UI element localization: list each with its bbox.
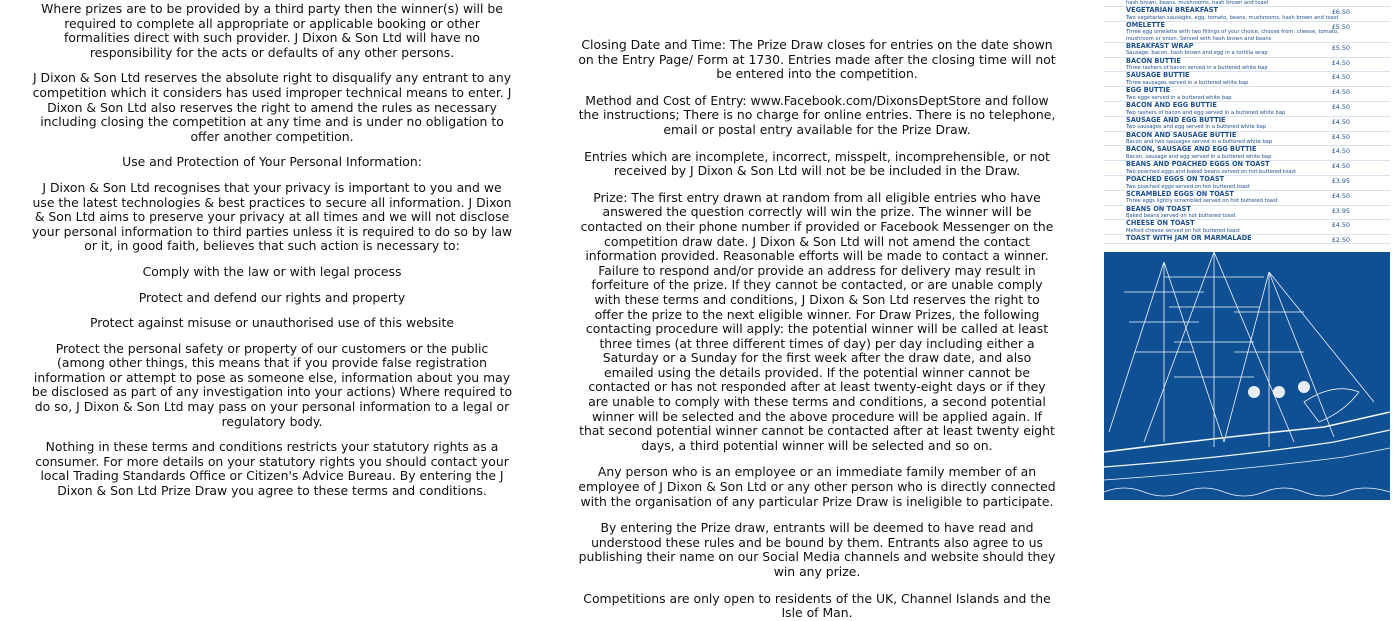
menu-item [1104,235,1390,244]
menu-item-name: CHEESE ON TOAST [1126,219,1195,228]
menu-item-price: £4.50 [1331,191,1350,200]
menu-item-name: BACON AND SAUSAGE BUTTIE [1126,130,1237,139]
menu-item-description: Bacon and two sausages served in a buttered white bap [1126,139,1273,146]
terms-list-item: Comply with the law or with legal process [142,263,402,279]
menu-item-name: BREAKFAST WRAP [1126,41,1194,50]
terms-paragraph: Nothing in these terms and conditions restricts your statutory rights as a consumer. For more details on your statutory rights you should contact your local Trading Standards Office or Citizen's Advice Bureau. By entering the J Dixon & Son Ltd Prize Draw you agree to these terms and conditions. [35,439,509,499]
menu-item [1104,146,1390,161]
terms-list-item: Protect and defend our rights and property [138,289,406,305]
menu-item-price: £4.50 [1331,58,1350,67]
menu-item-price: £3.95 [1331,176,1350,185]
terms-column-left [30,2,514,502]
terms-paragraph: By entering the Prize draw, entrants will be deemed to have read and understood these rules and be bound by them. Entrants also agree to us publishing their name on our Social Media channels and website should they win any prize. [578,520,1056,579]
menu-item-name: SAUSAGE BUTTIE [1126,71,1190,80]
menu-item-price: £4.50 [1331,162,1350,171]
menu-item [1104,220,1390,235]
menu-item-description: hash brown, beans, mushrooms, hash brown and toast [1104,0,1390,7]
menu-item [1104,191,1390,206]
menu-item-description: Bacon, sausage and egg served in a buttered white bap [1126,153,1272,160]
menu-item [1104,161,1390,176]
menu-item-price: £4.50 [1331,147,1350,156]
menu-item-price: £4.50 [1331,73,1350,82]
terms-paragraph: J Dixon & Son Ltd recognises that your privacy is important to you and we use the latest technologies & best practices to secure all information. J Dixon & Son Ltd aims to preserve your privacy at all times and we will not disclose your personal information to third parties unless it is required to do so by law or it, in good faith, believes that such action is necessary to: [31,179,513,254]
terms-paragraph: Closing Date and Time: The Prize Draw closes for entries on the date shown on the Entry Page/ Form at 1730. Entries made after the closing time will not be entered into the competition. [578,37,1056,82]
ship-illustration [1104,252,1390,500]
menu-item-price: £6.50 [1331,8,1350,16]
terms-paragraph: Method and Cost of Entry: www.Facebook.com/DixonsDeptStore and follow the instructions; There is no charge for online entries. There is no telephone, email or postal entry available for the Prize Draw. [578,92,1056,137]
menu-item-name: VEGETARIAN BREAKFAST [1126,6,1218,14]
menu-item [1104,43,1390,58]
menu-item-price: £3.95 [1331,206,1350,215]
menu-item [1104,58,1390,73]
menu-item-description: Three rashers of bacon served in a buttered white bap [1126,65,1268,72]
menu-item-name: BACON, SAUSAGE AND EGG BUTTIE [1126,145,1257,154]
menu-item-description: Melted cheese served on hot buttered toast [1126,227,1240,234]
menu-item [1104,7,1390,22]
menu-item-price: £4.50 [1331,132,1350,141]
menu-item-description: Two rashers of bacon and egg served in a buttered white bap [1126,109,1286,116]
menu-item-name: SCRAMBLED EGGS ON TOAST [1126,189,1234,198]
menu-item [1104,87,1390,102]
terms-column-right [578,37,1056,621]
menu-item-description: Sausage, bacon, hash brown and egg in a tortilla wrap [1126,50,1268,57]
menu-item-price: £4.50 [1331,221,1350,230]
menu-item [1104,102,1390,117]
menu-item-description: Two poached eggs and baked beans served on hot buttered toast [1126,168,1297,175]
breakfast-menu [1104,0,1390,252]
menu-item-price: £5.50 [1331,22,1350,31]
menu-item-name: BEANS ON TOAST [1126,204,1191,213]
menu-item-price: £4.50 [1331,117,1350,126]
menu-item [1104,22,1390,43]
menu-item-name: TOAST WITH JAM OR MARMALADE [1126,234,1252,243]
terms-paragraph: Any person who is an employee or an immediate family member of an employee of J Dixon & Son Ltd or any other person who is directly connected with the organisation of any particular Prize Draw is ineligible to participate. [578,464,1056,509]
menu-item-description: Three egg omelette with two fillings of your choice, choose from: cheese, tomato, mushroom or onion. Served with hash brown and beans [1126,29,1339,42]
menu-item-price: £2.50 [1331,236,1350,245]
menu-item [1104,117,1390,132]
terms-heading: Use and Protection of Your Personal Information: [122,154,422,170]
menu-item-description: Three sausages served in a buttered white bap [1126,79,1249,86]
menu-item [1104,206,1390,221]
menu-item-description: Two sausages and egg served in a buttered white bap [1126,124,1267,131]
menu-item-price: £4.50 [1331,102,1350,111]
menu-list [1104,7,1390,244]
menu-item [1104,132,1390,147]
menu-item-name: POACHED EGGS ON TOAST [1126,174,1225,183]
menu-item-description: Baked beans served on hot buttered toast [1126,213,1236,220]
menu-item-name: EGG BUTTIE [1126,86,1171,95]
menu-item-name: OMELETTE [1126,20,1166,29]
menu-item-description: Two eggs served in a buttered white bap [1126,94,1232,101]
terms-list-item: Protect against misuse or unauthorised use of this website [90,315,454,331]
terms-paragraph: J Dixon & Son Ltd reserves the absolute right to disqualify any entrant to any competition which it considers has used improper technical means to enter. J Dixon & Son Ltd also reserves the right to amend the rules as necessary including closing the competition at any time and is under no obligation to offer another competition. [32,70,512,144]
terms-paragraph: Protect the personal safety or property of our customers or the public (among other things, this means that if you provide false registration information or attempt to pose as someone else, information about you may be disclosed as part of any investigation into your actions) Where required to do so, J Dixon & Son Ltd may pass on your personal information to a legal or regulatory body. [31,340,513,429]
menu-item-price: £4.50 [1331,88,1350,97]
menu-item-name: BEANS AND POACHED EGGS ON TOAST [1126,160,1270,169]
menu-item-name: BACON BUTTIE [1126,56,1181,65]
terms-paragraph: Where prizes are to be provided by a third party then the winner(s) will be required to complete all appropriate or applicable booking or other formalities direct with such provider. J Dixon & Son Ltd will have no responsibility for the acts or defaults of any other persons. [41,1,503,60]
menu-item [1104,176,1390,191]
menu-item-name: SAUSAGE AND EGG BUTTIE [1126,115,1226,124]
menu-item [1104,72,1390,87]
menu-item-description: Three eggs lightly scrambled served on hot buttered toast [1126,198,1278,205]
menu-item-description: Two vegetarian sausages, egg, tomato, beans, mushrooms, hash brown and toast [1126,14,1339,21]
ship-illustration-poster [1104,252,1390,500]
menu-item-price: £5.50 [1331,43,1350,52]
terms-paragraph: Prize: The first entry drawn at random from all eligible entries who have answered the question correctly will win the prize. The winner will be contacted on their phone number if provided or Facebook Messenger on the competition draw date. J Dixon & Son Ltd will not amend the contact information provided. Reasonable efforts will be made to contact a winner. Failure to respond and/or provide an address for delivery may result in forfeiture of the prize. If they cannot be contacted, or are unable comply with these terms and conditions, J Dixon & Son Ltd reserves the right to offer the prize to the next eligible winner. For Draw Prizes, the following contacting procedure will apply: the potential winner will be called at least three times (at three different times of day) per day including either a Saturday or a Sunday for the first week after the draw date, and also emailed using the details provided. If the potential winner cannot be contacted or has not responded after at least twenty-eight days or if they are unable to comply with these terms and conditions, a second potential winner will be selected and the above procedure will be applied again. If that second potential winner cannot be contacted after at least twenty eight days, a third potential winner will be selected and so on. [579,189,1055,453]
menu-item-description: Two poached eggs served on hot buttered toast [1126,183,1251,190]
menu-item-name: BACON AND EGG BUTTIE [1126,100,1217,109]
terms-paragraph: Competitions are only open to residents of the UK, Channel Islands and the Isle of Man. [583,590,1051,621]
terms-paragraph: Entries which are incomplete, incorrect, misspelt, incomprehensible, or not received by J Dixon & Son Ltd will not be be included in the Draw. [584,148,1050,179]
